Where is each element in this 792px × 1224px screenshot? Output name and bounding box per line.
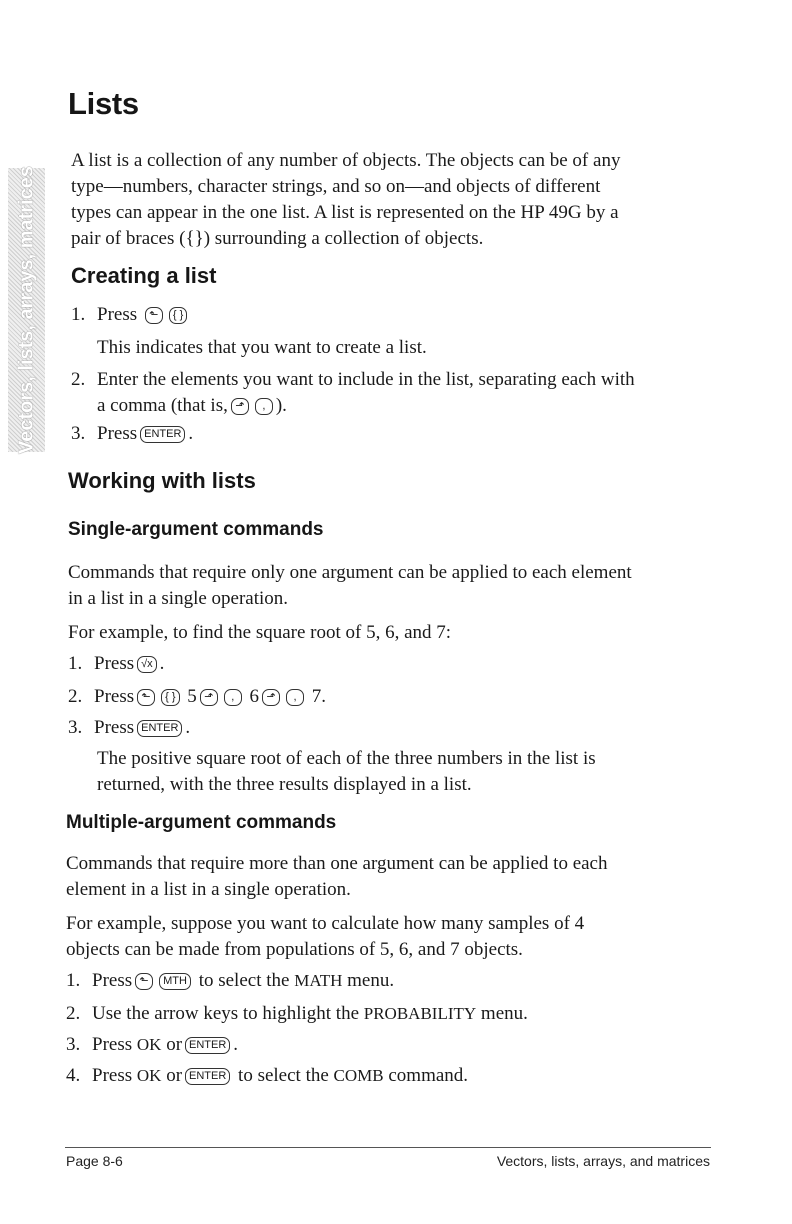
footer-divider — [65, 1147, 711, 1148]
left-shift-key-icon: ⬑ — [135, 973, 153, 990]
working-heading: Working with lists — [68, 468, 256, 493]
intro-line-3: types can appear in the one list. A list is represented on the HP 49G by a — [71, 202, 619, 223]
footer-page-number: Page 8-6 — [66, 1153, 123, 1169]
single-example: For example, to find the square root of 5, 6, and 7: — [68, 622, 452, 643]
braces-key-icon: { } — [161, 689, 179, 706]
single-step-3: 3. Press ENTER . — [68, 717, 191, 738]
single-heading: Single-argument commands — [68, 519, 324, 540]
creating-step-2-line2: a comma (that is, ⬏ , ). — [97, 395, 287, 416]
creating-step-3: 3. Press ENTER . — [71, 423, 194, 444]
multiple-example-2: objects can be made from populations of 5, 6, and 7 objects. — [66, 939, 523, 960]
creating-heading: Creating a list — [71, 263, 217, 288]
intro-line-2: type—numbers, character strings, and so on—and objects of different — [71, 176, 601, 197]
enter-key-icon: ENTER — [185, 1037, 230, 1054]
page-title: Lists — [68, 86, 139, 121]
multiple-step-2: 2. Use the arrow keys to highlight the PROBABILITY menu. — [66, 1003, 528, 1024]
multiple-step-4: 4. Press OK or ENTER to select the COMB command. — [66, 1065, 469, 1086]
math-key-icon: MTH — [159, 973, 191, 990]
left-shift-key-icon: ⬑ — [137, 689, 155, 706]
comma-key-icon: , — [224, 689, 242, 706]
right-shift-key-icon: ⬏ — [231, 398, 249, 415]
single-step-2: 2. Press ⬑ { } 5 ⬏ , 6 ⬏ , 7. — [68, 686, 327, 707]
enter-key-icon: ENTER — [137, 720, 182, 737]
section-tab — [8, 168, 45, 452]
intro-line-4: pair of braces ({}) surrounding a collection of objects. — [71, 228, 484, 249]
enter-key-icon: ENTER — [185, 1068, 230, 1085]
comma-key-icon: , — [255, 398, 273, 415]
single-line-2: in a list in a single operation. — [68, 588, 289, 609]
multiple-step-3: 3. Press OK or ENTER . — [66, 1034, 239, 1055]
creating-step-1: 1. Press ⬑ { } — [71, 302, 190, 328]
single-step-1: 1. Press √x . — [68, 653, 165, 674]
single-note-1: The positive square root of each of the three numbers in the list is — [97, 748, 596, 769]
right-shift-key-icon: ⬏ — [262, 689, 280, 706]
section-tab-label: Vectors, lists, arrays, matrices — [15, 166, 37, 454]
creating-step-2-line1: 2. Enter the elements you want to include in the list, separating each with — [71, 369, 635, 390]
single-note-2: returned, with the three results displayed in a list. — [97, 774, 472, 795]
creating-step-1-note: This indicates that you want to create a list. — [97, 337, 427, 358]
multiple-step-1: 1. Press ⬑ MTH to select the MATH menu. — [66, 970, 395, 991]
intro-line-1: A list is a collection of any number of objects. The objects can be of any — [71, 150, 621, 171]
single-line-1: Commands that require only one argument can be applied to each element — [68, 562, 632, 583]
multiple-heading: Multiple-argument commands — [66, 812, 337, 833]
footer-chapter-title: Vectors, lists, arrays, and matrices — [496, 1153, 710, 1169]
enter-key-icon: ENTER — [140, 426, 185, 443]
left-shift-key-icon: ⬑ — [145, 307, 163, 324]
sqrt-key-icon: √x — [137, 656, 157, 673]
multiple-example-1: For example, suppose you want to calculate how many samples of 4 — [66, 913, 585, 934]
comma-key-icon: , — [286, 689, 304, 706]
braces-key-icon: { } — [169, 307, 187, 324]
multiple-line-2: element in a list in a single operation. — [66, 879, 351, 900]
right-shift-key-icon: ⬏ — [200, 689, 218, 706]
multiple-line-1: Commands that require more than one argument can be applied to each — [66, 853, 608, 874]
